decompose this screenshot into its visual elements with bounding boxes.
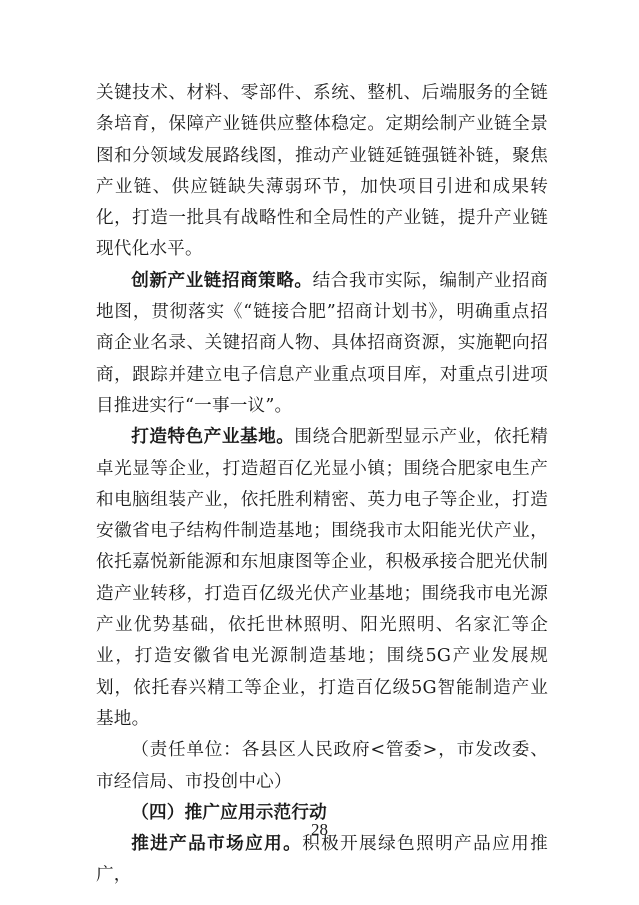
paragraph-text: 围绕合肥新型显示产业，依托精卓光显等企业，打造超百亿光显小镇；围绕合肥家电生产和电脑组装产业，依托胜利精密、英力电子等企业，打造安徽省电子结构件制造基地；围绕我市太阳能光伏产业，依托嘉悦新能源和东旭康图等企业，积极承接合肥光伏制造产业转移，打造百亿级光伏产业基地；围绕我市电光源产业优势基础，依托世林照明、阳光照明、名家汇等企业，打造安徽省电光源制造基地；围绕5G产业发展规划，依托春兴精工等企业，打造百亿级5G智能制造产业基地。 — [96, 427, 548, 729]
paragraph-text: （责任单位：各县区人民政府<管委>，市发改委、市经信局、市投创中心） — [96, 740, 548, 792]
paragraph-lead: 打造特色产业基地。 — [131, 427, 295, 448]
paragraph-investment-strategy — [96, 266, 548, 422]
section-heading: （四）推广应用示范行动 — [131, 802, 327, 823]
paragraph-text: 关键技术、材料、零部件、系统、整机、后端服务的全链条培育，保障产业链供应整体稳定。定期绘制产业链全景图和分领域发展路线图，推动产业链延链强链补链，聚焦产业链、供应链缺失薄弱环节，加快项目引进和成果转化，打造一批具有战略性和全局性的产业链，提升产业链现代化水平。 — [96, 83, 548, 260]
body-text — [96, 78, 548, 892]
paragraph-text: 积极开展绿色照明产品应用推广， — [96, 834, 548, 886]
paragraph-lead: 推进产品市场应用。 — [131, 834, 303, 855]
paragraph-industry-chain — [96, 78, 548, 266]
paragraph-lead: 创新产业链招商策略。 — [131, 270, 313, 291]
paragraph-text: 结合我市实际，编制产业招商地图，贯彻落实《“链接合肥”招商计划书》，明确重点招商企业名录、关键招商人物、具体招商资源，实施靶向招商，跟踪并建立电子信息产业重点项目库，对重点引进项目推进实行“一事一议”。 — [96, 270, 548, 416]
page-number: 28 — [311, 820, 328, 839]
paragraph-responsible-units — [96, 735, 548, 798]
paragraph-industry-base — [96, 422, 548, 735]
